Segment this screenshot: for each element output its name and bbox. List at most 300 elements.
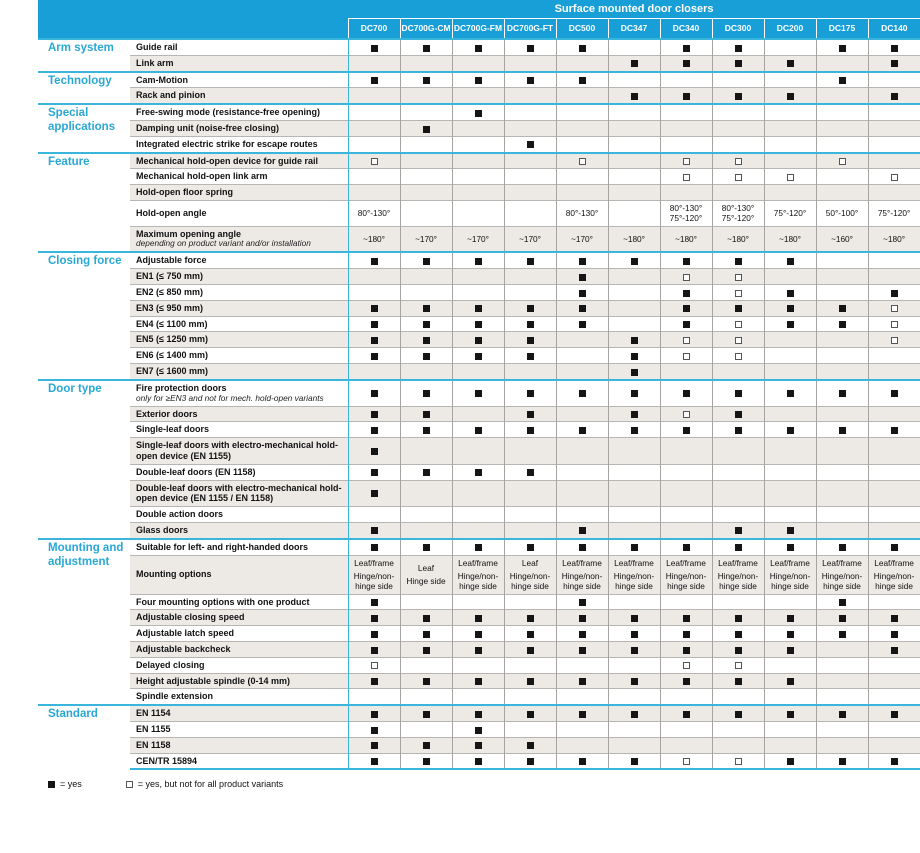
yes-icon	[839, 599, 846, 606]
table-cell	[452, 610, 504, 626]
table-cell	[712, 380, 764, 406]
table-cell	[400, 464, 452, 480]
yes-icon	[423, 77, 430, 84]
yes-icon	[579, 274, 586, 281]
table-cell	[348, 753, 400, 769]
yes-icon	[579, 544, 586, 551]
table-cell	[348, 522, 400, 538]
yes-icon	[579, 290, 586, 297]
table-cell	[556, 642, 608, 658]
table-cell	[816, 464, 868, 480]
table-cell	[764, 88, 816, 104]
table-cell	[712, 348, 764, 364]
table-cell	[816, 689, 868, 705]
yes-icon	[423, 126, 430, 133]
yes-icon	[371, 631, 378, 638]
table-cell: ~180°	[348, 226, 400, 252]
table-cell	[660, 626, 712, 642]
yes-icon	[735, 544, 742, 551]
legend-partial-label: = yes, but not for all product variants	[137, 779, 284, 790]
table-row	[38, 594, 920, 610]
table-row	[38, 120, 920, 136]
row-label: Rack and pinion	[130, 88, 348, 104]
yes-icon	[371, 427, 378, 434]
table-cell	[608, 55, 660, 71]
yes-icon	[371, 527, 378, 534]
table-cell	[712, 169, 764, 185]
table-cell	[504, 169, 556, 185]
table-cell	[504, 252, 556, 268]
table-cell	[452, 657, 504, 673]
table-cell	[608, 721, 660, 737]
table-cell	[712, 153, 764, 169]
table-cell	[400, 737, 452, 753]
table-cell	[348, 285, 400, 301]
partial-icon	[371, 662, 378, 669]
table-cell	[816, 438, 868, 465]
table-cell	[764, 705, 816, 721]
table-cell	[660, 721, 712, 737]
yes-icon	[423, 742, 430, 749]
table-cell: 50°-100°	[816, 200, 868, 226]
table-cell	[608, 136, 660, 152]
table-cell	[816, 252, 868, 268]
partial-icon	[126, 781, 133, 788]
row-label: Free-swing mode (resistance-free opening)	[130, 104, 348, 120]
table-cell	[504, 464, 556, 480]
table-cell	[556, 316, 608, 332]
yes-icon	[527, 353, 534, 360]
partial-icon	[683, 337, 690, 344]
table-cell	[556, 252, 608, 268]
table-cell	[556, 169, 608, 185]
yes-icon	[891, 615, 898, 622]
yes-icon	[891, 544, 898, 551]
table-cell	[608, 406, 660, 422]
table-row	[38, 753, 920, 769]
table-cell	[608, 539, 660, 555]
yes-icon	[527, 411, 534, 418]
table-cell	[504, 39, 556, 55]
group-label: Special applications	[38, 104, 130, 152]
table-cell	[764, 406, 816, 422]
yes-icon	[839, 77, 846, 84]
table-cell	[504, 55, 556, 71]
yes-icon	[735, 93, 742, 100]
table-cell	[868, 610, 920, 626]
table-cell	[712, 753, 764, 769]
table-cell	[816, 380, 868, 406]
yes-icon	[839, 321, 846, 328]
table-row	[38, 153, 920, 169]
table-cell	[660, 753, 712, 769]
table-cell	[764, 348, 816, 364]
table-cell	[608, 422, 660, 438]
partial-icon	[891, 174, 898, 181]
yes-icon	[475, 110, 482, 117]
yes-icon	[891, 631, 898, 638]
table-cell	[608, 705, 660, 721]
yes-icon	[423, 758, 430, 765]
table-cell	[816, 721, 868, 737]
table-cell	[504, 185, 556, 201]
table-cell	[452, 285, 504, 301]
legend-partial	[126, 779, 283, 789]
table-cell	[452, 104, 504, 120]
table-cell	[400, 200, 452, 226]
table-cell	[764, 300, 816, 316]
yes-icon	[787, 758, 794, 765]
table-cell	[504, 673, 556, 689]
table-row	[38, 364, 920, 380]
table-cell	[660, 642, 712, 658]
table-cell	[868, 153, 920, 169]
table-cell	[504, 200, 556, 226]
row-label: EN1 (≤ 750 mm)	[130, 269, 348, 285]
table-cell	[608, 522, 660, 538]
yes-icon	[787, 258, 794, 265]
yes-icon	[475, 544, 482, 551]
table-cell	[400, 522, 452, 538]
partial-icon	[735, 290, 742, 297]
table-row	[38, 185, 920, 201]
row-label: Link arm	[130, 55, 348, 71]
row-label: Hold-open floor spring	[130, 185, 348, 201]
yes-icon	[579, 758, 586, 765]
table-cell	[556, 55, 608, 71]
row-label: EN7 (≤ 1600 mm)	[130, 364, 348, 380]
table-cell	[504, 269, 556, 285]
yes-icon	[475, 678, 482, 685]
table-cell	[348, 673, 400, 689]
table-cell	[348, 269, 400, 285]
yes-icon	[371, 337, 378, 344]
yes-icon	[631, 615, 638, 622]
table-cell	[504, 438, 556, 465]
table-cell	[400, 153, 452, 169]
yes-icon	[891, 290, 898, 297]
partial-icon	[683, 411, 690, 418]
table-cell	[868, 406, 920, 422]
table-cell	[348, 120, 400, 136]
group-label: Technology	[38, 72, 130, 105]
yes-icon	[631, 631, 638, 638]
yes-icon	[579, 527, 586, 534]
table-cell	[452, 169, 504, 185]
table-cell	[608, 185, 660, 201]
table-row	[38, 348, 920, 364]
table-row	[38, 380, 920, 406]
yes-icon	[371, 544, 378, 551]
table-cell	[504, 753, 556, 769]
legend	[48, 779, 920, 789]
row-label: Adjustable force	[130, 252, 348, 268]
table-cell	[660, 737, 712, 753]
yes-icon	[579, 390, 586, 397]
yes-icon	[579, 615, 586, 622]
table-cell	[400, 610, 452, 626]
yes-icon	[839, 427, 846, 434]
yes-icon	[787, 305, 794, 312]
yes-icon	[527, 141, 534, 148]
table-row	[38, 480, 920, 507]
yes-icon	[527, 758, 534, 765]
table-cell	[608, 348, 660, 364]
yes-icon	[475, 647, 482, 654]
group-label: Arm system	[38, 39, 130, 72]
table-cell	[504, 507, 556, 523]
table-cell: ~170°	[400, 226, 452, 252]
table-row	[38, 673, 920, 689]
table-cell	[764, 104, 816, 120]
table-cell	[868, 348, 920, 364]
yes-icon	[735, 305, 742, 312]
yes-icon	[527, 77, 534, 84]
yes-icon	[787, 631, 794, 638]
table-cell	[660, 88, 712, 104]
partial-icon	[839, 158, 846, 165]
table-cell	[868, 39, 920, 55]
yes-icon	[423, 258, 430, 265]
table-cell	[868, 464, 920, 480]
table-cell	[452, 539, 504, 555]
table-cell	[348, 252, 400, 268]
yes-icon	[787, 544, 794, 551]
yes-icon	[475, 305, 482, 312]
table-cell	[400, 594, 452, 610]
yes-icon	[423, 305, 430, 312]
table-cell	[608, 72, 660, 88]
yes-icon	[735, 615, 742, 622]
yes-icon	[683, 647, 690, 654]
table-cell	[712, 438, 764, 465]
table-row	[38, 200, 920, 226]
yes-icon	[371, 758, 378, 765]
table-cell	[348, 438, 400, 465]
table-cell	[400, 480, 452, 507]
table-cell	[868, 72, 920, 88]
yes-icon	[787, 427, 794, 434]
table-cell	[868, 737, 920, 753]
table-cell	[608, 300, 660, 316]
table-cell	[660, 316, 712, 332]
yes-icon	[891, 60, 898, 67]
table-cell	[348, 507, 400, 523]
table-cell	[712, 422, 764, 438]
table-cell	[712, 120, 764, 136]
partial-icon	[683, 158, 690, 165]
yes-icon	[475, 45, 482, 52]
table-cell	[764, 522, 816, 538]
table-cell	[608, 480, 660, 507]
table-cell	[816, 332, 868, 348]
yes-icon	[527, 390, 534, 397]
table-cell	[452, 737, 504, 753]
table-cell	[764, 626, 816, 642]
row-label: Adjustable backcheck	[130, 642, 348, 658]
column-header-dc175: DC175	[816, 19, 868, 40]
table-cell	[556, 406, 608, 422]
table-cell	[452, 594, 504, 610]
yes-icon	[631, 337, 638, 344]
column-header-dc500: DC500	[556, 19, 608, 40]
table-cell: 80°-130°	[556, 200, 608, 226]
table-cell	[712, 673, 764, 689]
table-cell	[400, 626, 452, 642]
yes-icon	[423, 631, 430, 638]
table-cell	[868, 285, 920, 301]
yes-icon	[891, 647, 898, 654]
table-cell: Leaf/frame Hinge/non-hinge side	[452, 555, 504, 594]
table-cell	[764, 721, 816, 737]
table-cell	[712, 507, 764, 523]
yes-icon	[527, 631, 534, 638]
table-cell	[868, 88, 920, 104]
table-cell	[608, 332, 660, 348]
table-cell	[348, 169, 400, 185]
door-closer-comparison-table	[38, 0, 920, 770]
yes-icon	[527, 469, 534, 476]
table-cell	[556, 689, 608, 705]
table-cell	[868, 316, 920, 332]
table-cell	[764, 252, 816, 268]
yes-icon	[735, 427, 742, 434]
table-cell	[556, 464, 608, 480]
table-cell	[816, 88, 868, 104]
table-cell: ~180°	[868, 226, 920, 252]
yes-icon	[423, 390, 430, 397]
table-cell	[764, 737, 816, 753]
table-cell	[712, 406, 764, 422]
table-row	[38, 88, 920, 104]
yes-icon	[631, 411, 638, 418]
row-label: Single-leaf doors	[130, 422, 348, 438]
table-cell	[764, 285, 816, 301]
row-label: Fire protection doors only for ≥EN3 and not for mech. hold-open variants	[130, 380, 348, 406]
table-cell: Leaf/frame Hinge/non-hinge side	[816, 555, 868, 594]
table-cell	[816, 673, 868, 689]
row-label: Hold-open angle	[130, 200, 348, 226]
table-cell	[868, 422, 920, 438]
table-cell	[660, 507, 712, 523]
table-cell	[764, 753, 816, 769]
table-cell	[608, 39, 660, 55]
yes-icon	[787, 527, 794, 534]
table-cell	[348, 689, 400, 705]
table-cell	[712, 39, 764, 55]
table-cell	[608, 673, 660, 689]
group-label: Feature	[38, 153, 130, 253]
table-cell	[660, 422, 712, 438]
row-label: Mechanical hold-open device for guide rail	[130, 153, 348, 169]
table-cell	[452, 753, 504, 769]
table-cell	[816, 153, 868, 169]
yes-icon	[735, 390, 742, 397]
table-cell	[400, 689, 452, 705]
yes-icon	[735, 45, 742, 52]
yes-icon	[631, 60, 638, 67]
table-cell	[452, 72, 504, 88]
row-label: Height adjustable spindle (0-14 mm)	[130, 673, 348, 689]
row-label: Single-leaf doors with electro-mechanical hold-open device (EN 1155)	[130, 438, 348, 465]
table-row	[38, 226, 920, 252]
yes-icon	[579, 321, 586, 328]
yes-icon	[475, 469, 482, 476]
table-cell	[868, 120, 920, 136]
table-cell	[660, 610, 712, 626]
table-cell	[504, 364, 556, 380]
table-cell	[348, 642, 400, 658]
table-cell	[764, 153, 816, 169]
table-cell	[556, 153, 608, 169]
yes-icon	[527, 337, 534, 344]
table-cell	[608, 594, 660, 610]
table-cell	[348, 380, 400, 406]
group-label: Mounting and adjustment	[38, 539, 130, 705]
row-label: EN2 (≤ 850 mm)	[130, 285, 348, 301]
table-cell	[816, 120, 868, 136]
table-cell	[400, 705, 452, 721]
yes-icon	[891, 711, 898, 718]
table-cell	[348, 72, 400, 88]
table-cell	[452, 136, 504, 152]
table-row	[38, 316, 920, 332]
table-row	[38, 522, 920, 538]
table-cell	[348, 657, 400, 673]
table-cell	[868, 753, 920, 769]
table-cell	[348, 594, 400, 610]
table-cell	[660, 657, 712, 673]
yes-icon	[683, 60, 690, 67]
column-header-dc700g-cm: DC700G-CM	[400, 19, 452, 40]
legend-yes-label: = yes	[60, 779, 82, 790]
yes-icon	[527, 711, 534, 718]
column-header-dc200: DC200	[764, 19, 816, 40]
table-cell	[504, 104, 556, 120]
table-row	[38, 539, 920, 555]
table-cell: ~170°	[504, 226, 556, 252]
table-cell	[504, 380, 556, 406]
table-cell	[608, 285, 660, 301]
table-cell	[556, 626, 608, 642]
table-cell	[868, 104, 920, 120]
table-cell	[764, 332, 816, 348]
yes-icon	[787, 711, 794, 718]
table-cell	[868, 364, 920, 380]
yes-icon	[735, 631, 742, 638]
partial-icon	[579, 158, 586, 165]
table-cell: ~180°	[764, 226, 816, 252]
yes-icon	[475, 758, 482, 765]
yes-icon	[579, 711, 586, 718]
table-cell: Leaf Hinge/non-hinge side	[504, 555, 556, 594]
table-row	[38, 269, 920, 285]
table-cell	[608, 753, 660, 769]
table-cell	[556, 364, 608, 380]
partial-icon	[735, 158, 742, 165]
table-cell	[348, 364, 400, 380]
table-cell	[712, 539, 764, 555]
table-cell	[764, 169, 816, 185]
table-cell	[660, 380, 712, 406]
table-cell	[400, 753, 452, 769]
table-cell	[400, 120, 452, 136]
yes-icon	[371, 45, 378, 52]
table-row	[38, 285, 920, 301]
yes-icon	[683, 615, 690, 622]
table-cell	[452, 438, 504, 465]
table-cell	[816, 406, 868, 422]
